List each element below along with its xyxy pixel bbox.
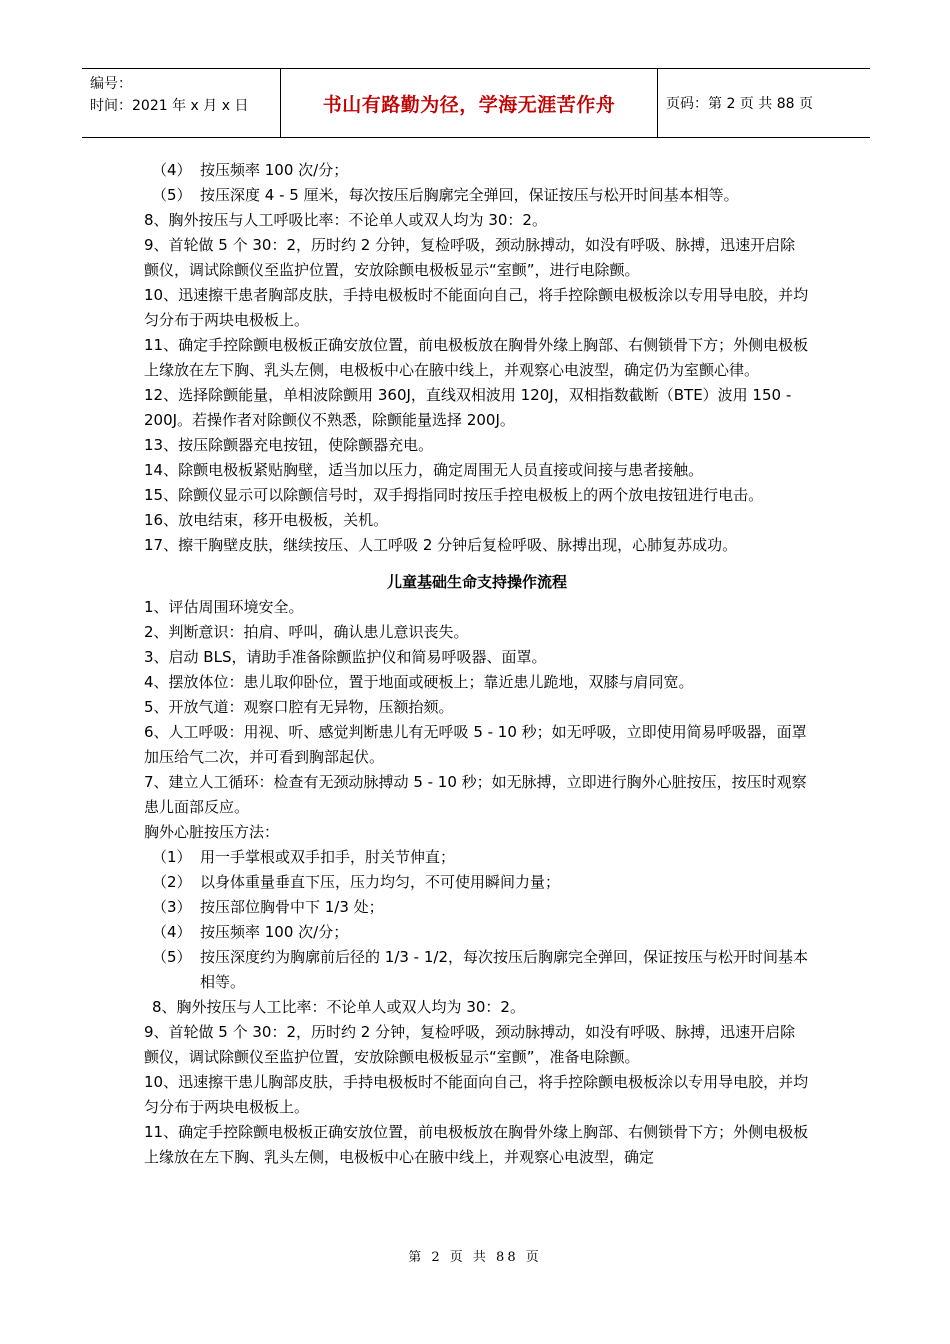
item-text: 用一手掌根或双手扣手，肘关节伸直； <box>200 848 456 866</box>
list-item <box>144 870 810 895</box>
paragraph: 7、建立人工循环：检查有无颈动脉搏动 5 - 10 秒；如无脉搏，立即进行胸外心脏按压，按压时观察患儿面部反应。 <box>144 773 807 816</box>
header-meta <box>90 73 248 117</box>
paragraph: 14、除颤电极板紧贴胸壁，适当加以压力，确定周围无人员直接或间接与患者接触。 <box>144 461 704 479</box>
list-item <box>144 158 810 183</box>
paragraph: 3、启动 BLS，请助手准备除颤监护仪和简易呼吸器、面罩。 <box>144 648 547 666</box>
list-item <box>144 945 810 995</box>
spacer <box>144 558 810 570</box>
paragraph: 10、迅速擦干患儿胸部皮肤，手持电极板时不能面向自己，将手控除颤电极板涂以专用导电胶，并均匀分布于两块电极板上。 <box>144 1073 809 1116</box>
item-number: （5） <box>152 186 192 204</box>
document-body <box>144 158 810 1170</box>
paragraph: 9、首轮做 5 个 30：2，历时约 2 分钟，复检呼吸，颈动脉搏动，如没有呼吸、脉搏，迅速开启除颤仪，调试除颤仪至监护位置，安放除颤电极板显示“室颤”，进行电除颤。 <box>144 236 796 279</box>
list-item <box>144 845 810 870</box>
paragraph: 16、放电结束，移开电极板，关机。 <box>144 511 389 529</box>
paragraph: 9、首轮做 5 个 30：2，历时约 2 分钟，复检呼吸，颈动脉搏动，如没有呼吸、脉搏，迅速开启除颤仪，调试除颤仪至监护位置，安放除颤电极板显示“室颤”，准备电除颤。 <box>144 1023 796 1066</box>
paragraph: 2、判断意识：拍肩、呼叫，确认患儿意识丧失。 <box>144 623 469 641</box>
header-motto: 书山有路勤为径，学海无涯苦作舟 <box>322 93 616 116</box>
paragraph: 13、按压除颤器充电按钮，使除颤器充电。 <box>144 436 434 454</box>
paragraph: 8、胸外按压与人工比率：不论单人或双人均为 30：2。 <box>152 998 525 1016</box>
paragraph: 11、确定手控除颤电极板正确安放位置，前电极板放在胸骨外缘上胸部、右侧锁骨下方；外侧电极板上缘放在左下胸、乳头左侧，电极板中心在腋中线上，并观察心电波型，确定 <box>144 1123 809 1166</box>
page-footer: 第 2 页 共 88 页 <box>408 1250 542 1265</box>
header-divider <box>657 69 658 137</box>
item-number: （4） <box>152 923 192 941</box>
paragraph: 12、选择除颤能量，单相波除颤用 360J，直线双相波用 120J，双相指数截断（BTE）波用 150 - 200J。若操作者对除颤仪不熟悉，除颤能量选择 200J。 <box>144 386 792 429</box>
item-number: （4） <box>152 161 192 179</box>
paragraph: 11、确定手控除颤电极板正确安放位置，前电极板放在胸骨外缘上胸部、右侧锁骨下方；外侧电极板上缘放在左下胸、乳头左侧，电极板中心在腋中线上，并观察心电波型，确定仍为室颤心律。 <box>144 336 809 379</box>
item-text: 按压部位胸骨中下 1/3 处； <box>200 898 384 916</box>
item-text: 按压频率 100 次/分； <box>200 923 349 941</box>
item-number: （3） <box>152 898 192 916</box>
item-number: （2） <box>152 873 192 891</box>
section-title: 儿童基础生命支持操作流程 <box>386 573 567 591</box>
code-label: 编号： <box>90 76 132 92</box>
header-page-info: 页码：第 2 页 共 88 页 <box>666 96 813 112</box>
paragraph: 15、除颤仪显示可以除颤信号时，双手拇指同时按压手控电极板上的两个放电按钮进行电击。 <box>144 486 764 504</box>
item-text: 以身体重量垂直下压，压力均匀，不可使用瞬间力量； <box>200 873 561 891</box>
time-label: 时间：2021 年 x 月 x 日 <box>90 98 249 114</box>
item-number: （5） <box>152 948 192 966</box>
item-text: 按压深度约为胸廓前后径的 1/3 - 1/2，每次按压后胸廓完全弹回，保证按压与松开时间基本相等。 <box>200 948 809 991</box>
list-item <box>144 920 810 945</box>
list-item <box>144 183 810 208</box>
paragraph: 胸外心脏按压方法： <box>144 823 280 841</box>
paragraph: 8、胸外按压与人工呼吸比率：不论单人或双人均为 30：2。 <box>144 211 547 229</box>
item-text: 按压深度 4 - 5 厘米，每次按压后胸廓完全弹回，保证按压与松开时间基本相等。 <box>200 186 739 204</box>
list-item <box>144 895 810 920</box>
paragraph: 6、人工呼吸：用视、听、感觉判断患儿有无呼吸 5 - 10 秒；如无呼吸，立即使用简易呼吸器，面罩加压给气二次，并可看到胸部起伏。 <box>144 723 807 766</box>
paragraph: 5、开放气道：观察口腔有无异物，压额抬颏。 <box>144 698 454 716</box>
paragraph: 10、迅速擦干患者胸部皮肤，手持电极板时不能面向自己，将手控除颤电极板涂以专用导电胶，并均匀分布于两块电极板上。 <box>144 286 809 329</box>
paragraph: 17、擦干胸壁皮肤，继续按压、人工呼吸 2 分钟后复检呼吸、脉搏出现，心肺复苏成功。 <box>144 536 738 554</box>
paragraph: 1、评估周围环境安全。 <box>144 598 304 616</box>
item-number: （1） <box>152 848 192 866</box>
page-header <box>82 68 870 138</box>
item-text: 按压频率 100 次/分； <box>200 161 349 179</box>
paragraph: 4、摆放体位：患儿取仰卧位，置于地面或硬板上；靠近患儿跪地，双膝与肩同宽。 <box>144 673 694 691</box>
